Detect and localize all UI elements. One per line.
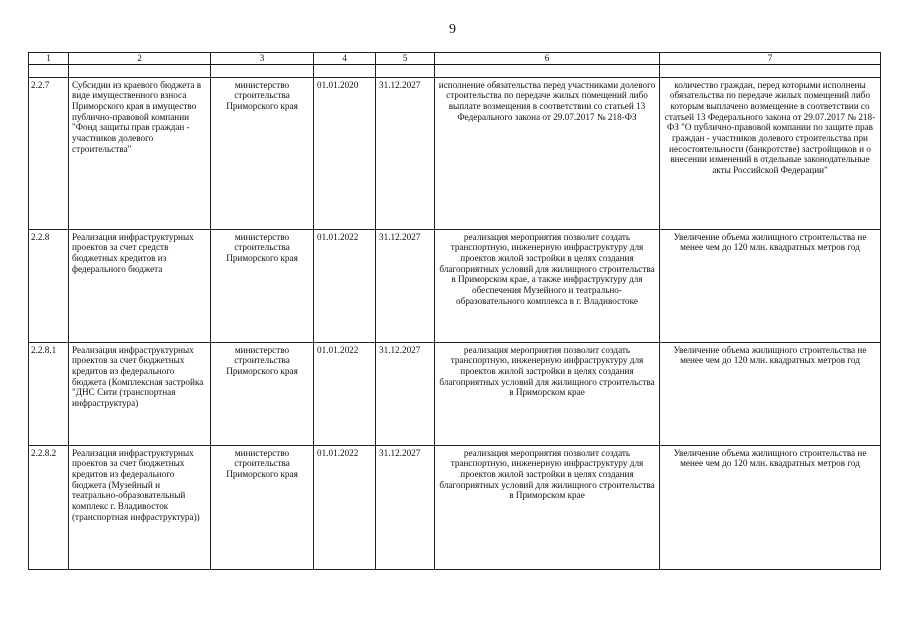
table-row xyxy=(29,229,881,342)
column-number-row xyxy=(29,53,881,65)
measure-name: Реализация инфраструктурных проектов за счет бюджетных кредитов из федерального бюджета (Музейный и театрально-образовательный комплекс г. Владивосток (транспортная инфраструктура)) xyxy=(69,445,211,569)
expected-result: реализация мероприятия позволит создать транспортную, инженерную инфраструктуру для проектов жилой застройки в целях создания благоприятных условий для жилищного строительства в Приморском крае xyxy=(435,445,660,569)
start-date: 01.01.2022 xyxy=(314,229,376,342)
measure-name: Реализация инфраструктурных проектов за счет средств бюджетных кредитов из федерального бюджета xyxy=(69,229,211,342)
expected-result: реализация мероприятия позволит создать транспортную, инженерную инфраструктуру для проектов жилой застройки в целях создания благоприятных условий для жилищного строительства в Приморском крае xyxy=(435,342,660,445)
row-number: 2.2.8 xyxy=(29,229,69,342)
row-number: 2.2.8.2 xyxy=(29,445,69,569)
table-row xyxy=(29,445,881,569)
page-number: 9 xyxy=(449,22,456,37)
measure-name: Реализация инфраструктурных проектов за счет бюджетных кредитов из федерального бюджета (Комплексная застройка "ДНС Сити (транспортная инфраструктура) xyxy=(69,342,211,445)
expected-result: исполнение обязательства перед участниками долевого строительства по передаче жилых помещений либо выплате возмещения в соответствии со статьей 13 Федерального закона от 29.07.2017 № 218-ФЗ xyxy=(435,77,660,229)
table-row xyxy=(29,77,881,229)
table-row xyxy=(29,342,881,445)
executor: министерство строительства Приморского края xyxy=(211,229,314,342)
measure-name: Субсидии из краевого бюджета в виде имущественного взноса Приморского края в имущество публично-правовой компании "Фонд защиты прав граждан - участников долевого строительства" xyxy=(69,77,211,229)
row-number: 2.2.7 xyxy=(29,77,69,229)
column-number: 3 xyxy=(211,53,314,65)
indicator: количество граждан, перед которыми исполнены обязательства по передаче жилых помещений либо которым выплачено возмещение в соответствии со статьей 13 Федерального закона от 29.07.2017 № 218-ФЗ "О публично-правовой компании по защите прав граждан - участников долевого строительства при несостоятельности (банкротстве) застройщиков и о внесении изменений в отдельные законодательные акты Российской Федерации" xyxy=(660,77,881,229)
start-date: 01.01.2022 xyxy=(314,342,376,445)
column-number: 4 xyxy=(314,53,376,65)
column-number: 2 xyxy=(69,53,211,65)
expected-result: реализация мероприятия позволит создать транспортную, инженерную инфраструктуру для проектов жилой застройки в целях создания благоприятных условий для жилищного строительства в Приморском крае, а также инфраструктуру для обеспечения Музейного и театрально-образовательного комплекса в г. Владивостоке xyxy=(435,229,660,342)
column-number: 7 xyxy=(660,53,881,65)
executor: министерство строительства Приморского края xyxy=(211,77,314,229)
column-number: 1 xyxy=(29,53,69,65)
start-date: 01.01.2020 xyxy=(314,77,376,229)
indicator: Увеличение объема жилищного строительства не менее чем до 120 млн. квадратных метров год xyxy=(660,229,881,342)
row-number: 2.2.8.1 xyxy=(29,342,69,445)
spacer-row xyxy=(29,64,881,77)
end-date: 31.12.2027 xyxy=(376,342,435,445)
end-date: 31.12.2027 xyxy=(376,229,435,342)
column-number: 5 xyxy=(376,53,435,65)
indicator: Увеличение объема жилищного строительства не менее чем до 120 млн. квадратных метров год xyxy=(660,342,881,445)
start-date: 01.01.2022 xyxy=(314,445,376,569)
end-date: 31.12.2027 xyxy=(376,445,435,569)
end-date: 31.12.2027 xyxy=(376,77,435,229)
program-measures-table xyxy=(28,52,881,570)
indicator: Увеличение объема жилищного строительства не менее чем до 120 млн. квадратных метров год xyxy=(660,445,881,569)
column-number: 6 xyxy=(435,53,660,65)
executor: министерство строительства Приморского края xyxy=(211,342,314,445)
executor: министерство строительства Приморского края xyxy=(211,445,314,569)
